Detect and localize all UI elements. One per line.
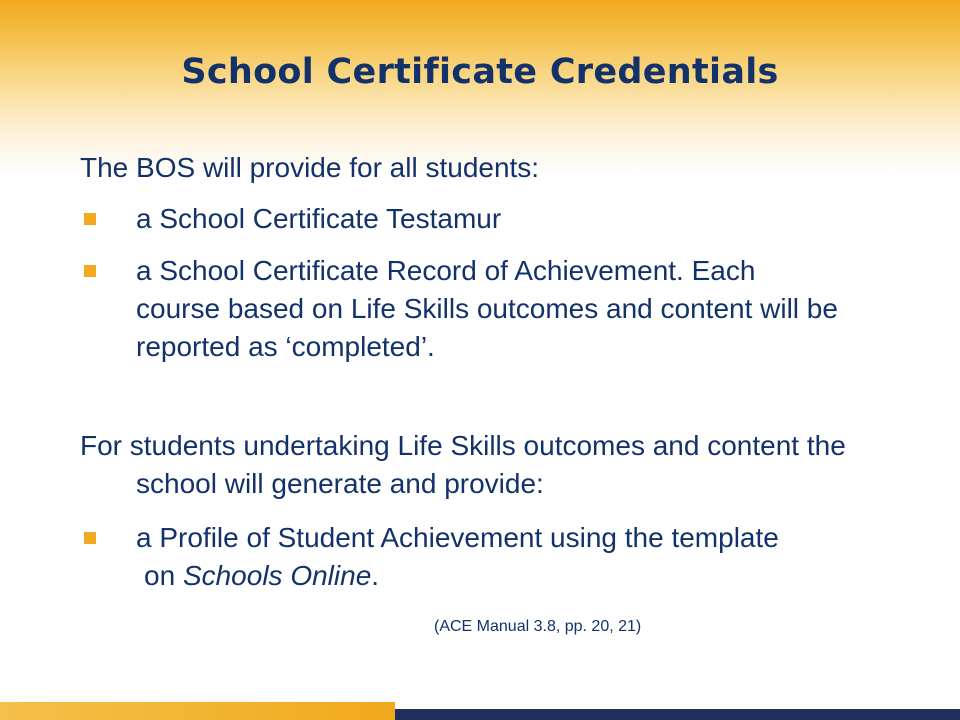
bullet-3-suffix: . [371,560,380,591]
bullet-marker-2 [84,265,96,277]
bullet-3-prefix: on [144,560,183,591]
bullet-2-line-1: a School Certificate Record of Achievement. Each [136,255,756,286]
bullet-2-line-2: course based on Life Skills outcomes and content will be [136,293,838,324]
para2-line-2: school will generate and provide: [136,468,544,499]
footer-gold-bar [0,702,395,720]
bullet-3-line-2 [144,557,379,595]
bullet-marker-1 [84,213,96,225]
footer-navy-bar [395,709,960,720]
bullet-marker-3 [84,532,96,544]
bullet-2-line-3: reported as ‘completed’. [136,331,435,362]
reference-note: (ACE Manual 3.8, pp. 20, 21) [434,618,642,635]
schools-online-text: Schools Online [182,560,372,591]
bullet-1-line-1: a School Certificate Testamur [136,203,502,234]
bullet-3-line-1: a Profile of Student Achievement using the template [136,522,779,553]
intro-text: The BOS will provide for all students: [80,152,540,183]
slide-title: School Certificate Credentials [181,52,779,92]
para2-line-1: For students undertaking Life Skills outcomes and content the [80,430,846,461]
